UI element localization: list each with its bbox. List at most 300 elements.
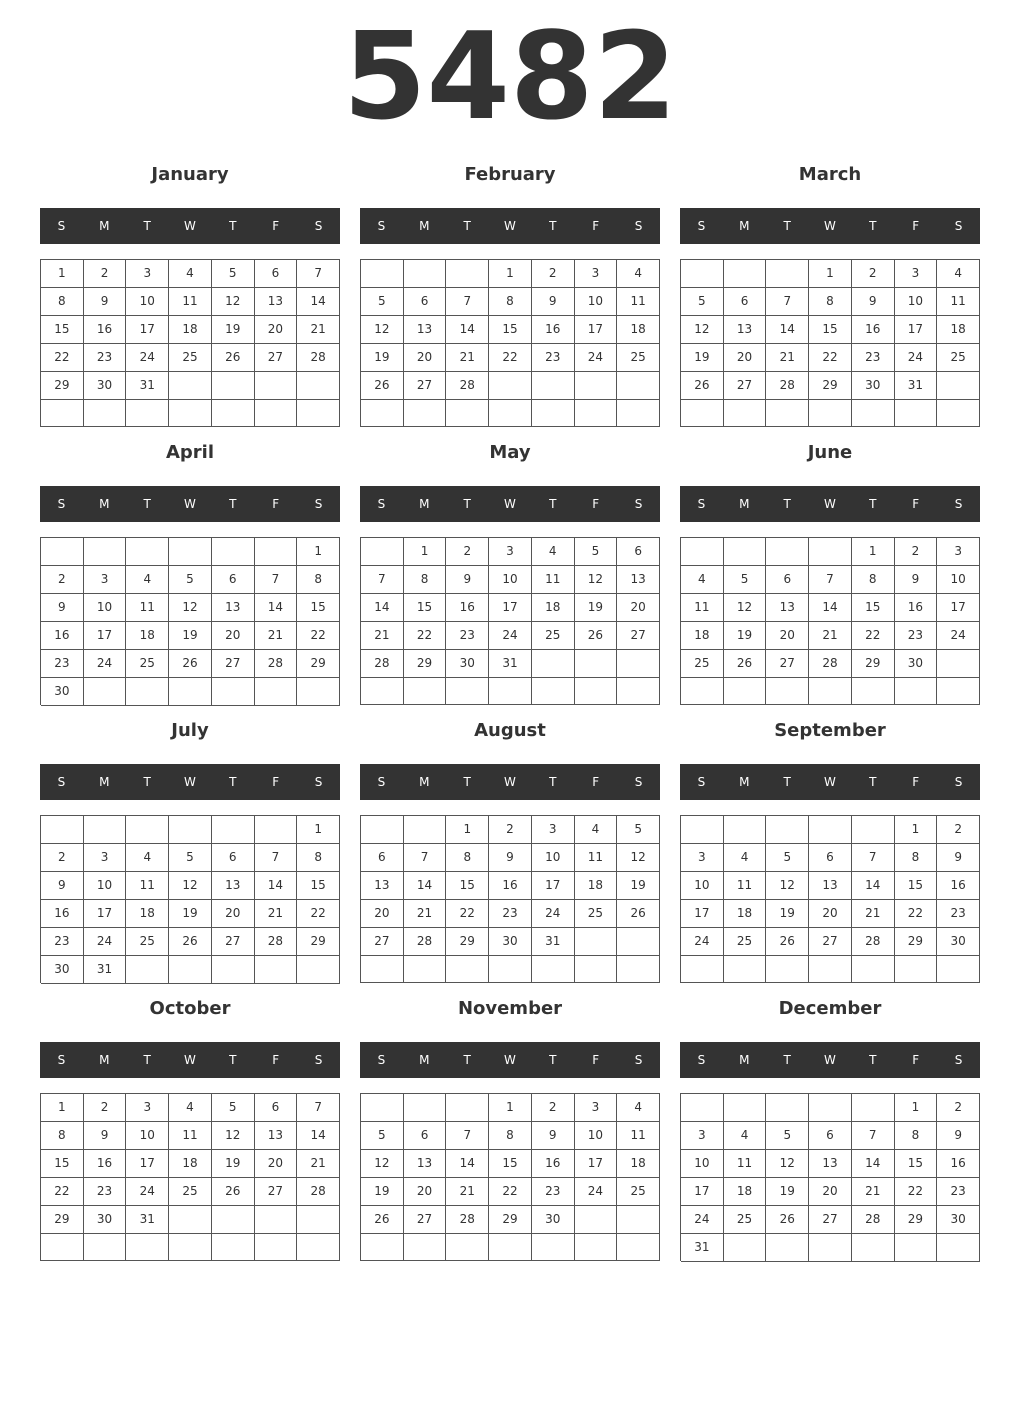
weekday-label: S: [697, 1053, 706, 1067]
empty-day-cell: [169, 678, 212, 706]
day-cell: 2: [937, 816, 980, 844]
day-cell: 27: [766, 650, 809, 678]
day-cell: 31: [126, 1206, 169, 1234]
day-cell: 4: [724, 1122, 767, 1150]
day-cell: 1: [446, 816, 489, 844]
weekday-label: W: [824, 1053, 836, 1067]
day-cell: 27: [724, 372, 767, 400]
weekday-label: T: [549, 497, 557, 511]
empty-day-cell: [532, 956, 575, 983]
day-cell: 21: [852, 1178, 895, 1206]
empty-day-cell: [361, 956, 404, 983]
weekday-label: S: [314, 497, 323, 511]
month-name: May: [489, 442, 531, 463]
day-cell: 5: [361, 288, 404, 316]
empty-day-cell: [361, 1094, 404, 1122]
day-cell: 19: [212, 1150, 255, 1178]
day-cell: 21: [852, 900, 895, 928]
weekday-label: S: [314, 775, 323, 789]
day-cell: 6: [255, 260, 298, 288]
day-cell: 9: [41, 594, 84, 622]
day-cell: 20: [255, 316, 298, 344]
empty-day-cell: [937, 372, 980, 400]
day-cell: 17: [681, 900, 724, 928]
day-cell: 13: [766, 594, 809, 622]
day-cell: 29: [41, 372, 84, 400]
empty-day-cell: [575, 928, 618, 956]
day-cell: 1: [489, 1094, 532, 1122]
empty-day-cell: [809, 816, 852, 844]
day-cell: 20: [617, 594, 660, 622]
day-cell: 25: [681, 650, 724, 678]
day-cell: 8: [489, 288, 532, 316]
weekday-label: T: [869, 219, 877, 233]
weekday-header: [360, 1042, 660, 1078]
day-cell: 28: [297, 1178, 340, 1206]
weekday-label: S: [314, 219, 323, 233]
day-cell: 4: [681, 566, 724, 594]
day-cell: 16: [84, 1150, 127, 1178]
day-cell: 13: [809, 872, 852, 900]
day-cell: 1: [297, 816, 340, 844]
weekday-label: S: [954, 1053, 963, 1067]
day-cell: 1: [809, 260, 852, 288]
day-cell: 7: [255, 844, 298, 872]
weekday-header: [360, 208, 660, 244]
day-cell: 23: [41, 650, 84, 678]
weekday-label: W: [184, 497, 196, 511]
day-cell: 21: [446, 344, 489, 372]
weekday-label: W: [824, 775, 836, 789]
day-cell: 13: [212, 594, 255, 622]
empty-day-cell: [404, 400, 447, 427]
empty-day-cell: [126, 400, 169, 427]
day-cell: 27: [809, 928, 852, 956]
day-cell: 31: [532, 928, 575, 956]
day-cell: 24: [532, 900, 575, 928]
empty-day-cell: [212, 538, 255, 566]
empty-day-cell: [766, 400, 809, 427]
empty-day-cell: [681, 400, 724, 427]
empty-day-cell: [809, 1234, 852, 1262]
day-cell: 28: [255, 650, 298, 678]
weekday-label: T: [229, 497, 237, 511]
day-cell: 30: [84, 1206, 127, 1234]
day-cell: 22: [41, 1178, 84, 1206]
empty-day-cell: [446, 956, 489, 983]
day-cell: 29: [809, 372, 852, 400]
day-cell: 20: [255, 1150, 298, 1178]
day-cell: 9: [446, 566, 489, 594]
day-cell: 3: [575, 260, 618, 288]
weekday-header: [680, 208, 980, 244]
day-cell: 3: [532, 816, 575, 844]
weekday-label: M: [99, 775, 110, 789]
day-cell: 18: [169, 316, 212, 344]
day-cell: 7: [809, 566, 852, 594]
day-cell: 29: [852, 650, 895, 678]
empty-day-cell: [575, 956, 618, 983]
day-cell: 14: [361, 594, 404, 622]
empty-day-cell: [532, 372, 575, 400]
weekday-label: S: [954, 219, 963, 233]
empty-day-cell: [532, 650, 575, 678]
day-cell: 29: [297, 928, 340, 956]
day-cell: 28: [255, 928, 298, 956]
day-cell: 26: [361, 1206, 404, 1234]
day-cell: 14: [852, 1150, 895, 1178]
day-cell: 15: [41, 1150, 84, 1178]
weekday-label: W: [184, 775, 196, 789]
weekday-label: T: [463, 497, 471, 511]
day-cell: 22: [297, 622, 340, 650]
empty-day-cell: [212, 1206, 255, 1234]
weekday-label: F: [912, 1053, 920, 1067]
day-cell: 26: [575, 622, 618, 650]
weekday-label: S: [634, 775, 643, 789]
month-name: April: [165, 442, 215, 463]
day-cell: 24: [895, 344, 938, 372]
day-cell: 20: [361, 900, 404, 928]
day-cell: 28: [446, 372, 489, 400]
empty-day-cell: [895, 956, 938, 983]
month-name: November: [457, 998, 563, 1019]
day-cell: 24: [937, 622, 980, 650]
empty-day-cell: [724, 956, 767, 983]
day-cell: 7: [297, 260, 340, 288]
empty-day-cell: [617, 400, 660, 427]
day-cell: 2: [41, 566, 84, 594]
day-cell: 26: [681, 372, 724, 400]
day-cell: 17: [937, 594, 980, 622]
day-cell: 16: [937, 1150, 980, 1178]
empty-day-cell: [446, 1094, 489, 1122]
day-cell: 11: [724, 872, 767, 900]
day-cell: 5: [169, 844, 212, 872]
day-cell: 2: [532, 260, 575, 288]
days-grid: [360, 537, 660, 705]
day-cell: 10: [681, 872, 724, 900]
weekday-label: M: [419, 497, 430, 511]
empty-day-cell: [681, 538, 724, 566]
day-cell: 19: [169, 622, 212, 650]
empty-day-cell: [852, 1094, 895, 1122]
empty-day-cell: [169, 816, 212, 844]
weekday-header: [40, 1042, 340, 1078]
day-cell: 27: [361, 928, 404, 956]
empty-day-cell: [404, 1234, 447, 1261]
day-cell: 1: [895, 816, 938, 844]
empty-day-cell: [404, 678, 447, 705]
day-cell: 6: [404, 288, 447, 316]
day-cell: 26: [724, 650, 767, 678]
empty-day-cell: [617, 928, 660, 956]
day-cell: 14: [255, 872, 298, 900]
empty-day-cell: [766, 538, 809, 566]
day-cell: 18: [937, 316, 980, 344]
day-cell: 13: [361, 872, 404, 900]
empty-day-cell: [575, 650, 618, 678]
day-cell: 14: [446, 1150, 489, 1178]
day-cell: 14: [809, 594, 852, 622]
day-cell: 11: [169, 288, 212, 316]
weekday-label: S: [57, 1053, 66, 1067]
day-cell: 18: [724, 900, 767, 928]
weekday-label: S: [377, 497, 386, 511]
day-cell: 8: [809, 288, 852, 316]
day-cell: 23: [41, 928, 84, 956]
day-cell: 15: [297, 872, 340, 900]
day-cell: 22: [297, 900, 340, 928]
empty-day-cell: [169, 538, 212, 566]
day-cell: 29: [446, 928, 489, 956]
day-cell: 29: [895, 1206, 938, 1234]
weekday-label: M: [419, 775, 430, 789]
month-name: December: [778, 998, 882, 1019]
weekday-label: S: [634, 497, 643, 511]
empty-day-cell: [809, 400, 852, 427]
weekday-label: F: [912, 497, 920, 511]
weekday-label: F: [272, 219, 280, 233]
empty-day-cell: [212, 372, 255, 400]
days-grid: [680, 815, 980, 983]
empty-day-cell: [41, 538, 84, 566]
empty-day-cell: [361, 1234, 404, 1261]
day-cell: 9: [937, 1122, 980, 1150]
day-cell: 26: [617, 900, 660, 928]
day-cell: 6: [404, 1122, 447, 1150]
weekday-label: F: [272, 497, 280, 511]
day-cell: 3: [681, 844, 724, 872]
day-cell: 21: [404, 900, 447, 928]
day-cell: 22: [895, 1178, 938, 1206]
day-cell: 27: [255, 1178, 298, 1206]
empty-day-cell: [212, 400, 255, 427]
weekday-label: S: [57, 497, 66, 511]
empty-day-cell: [169, 1206, 212, 1234]
empty-day-cell: [404, 816, 447, 844]
day-cell: 16: [41, 622, 84, 650]
day-cell: 24: [84, 650, 127, 678]
day-cell: 9: [532, 1122, 575, 1150]
empty-day-cell: [84, 400, 127, 427]
day-cell: 7: [255, 566, 298, 594]
day-cell: 23: [489, 900, 532, 928]
weekday-label: T: [783, 1053, 791, 1067]
day-cell: 20: [404, 1178, 447, 1206]
day-cell: 10: [84, 594, 127, 622]
empty-day-cell: [809, 956, 852, 983]
day-cell: 6: [766, 566, 809, 594]
empty-day-cell: [852, 678, 895, 705]
weekday-label: F: [592, 219, 600, 233]
day-cell: 7: [766, 288, 809, 316]
day-cell: 6: [724, 288, 767, 316]
day-cell: 7: [297, 1094, 340, 1122]
weekday-header: [680, 1042, 980, 1078]
day-cell: 12: [681, 316, 724, 344]
day-cell: 23: [937, 1178, 980, 1206]
day-cell: 8: [41, 1122, 84, 1150]
day-cell: 17: [532, 872, 575, 900]
day-cell: 23: [446, 622, 489, 650]
weekday-label: M: [419, 219, 430, 233]
empty-day-cell: [489, 956, 532, 983]
days-grid: [680, 1093, 980, 1261]
month-name: August: [474, 720, 546, 741]
day-cell: 18: [126, 900, 169, 928]
empty-day-cell: [361, 678, 404, 705]
days-grid: [40, 537, 340, 705]
day-cell: 26: [169, 928, 212, 956]
empty-day-cell: [681, 260, 724, 288]
day-cell: 20: [809, 1178, 852, 1206]
empty-day-cell: [937, 1234, 980, 1262]
day-cell: 5: [169, 566, 212, 594]
day-cell: 11: [126, 594, 169, 622]
empty-day-cell: [809, 678, 852, 705]
weekday-label: M: [99, 1053, 110, 1067]
day-cell: 15: [809, 316, 852, 344]
empty-day-cell: [255, 372, 298, 400]
day-cell: 4: [617, 1094, 660, 1122]
day-cell: 18: [681, 622, 724, 650]
day-cell: 12: [212, 288, 255, 316]
weekday-label: M: [99, 219, 110, 233]
day-cell: 20: [724, 344, 767, 372]
weekday-label: F: [272, 1053, 280, 1067]
day-cell: 3: [681, 1122, 724, 1150]
day-cell: 24: [575, 1178, 618, 1206]
empty-day-cell: [169, 372, 212, 400]
day-cell: 5: [724, 566, 767, 594]
day-cell: 31: [681, 1234, 724, 1262]
day-cell: 4: [169, 260, 212, 288]
weekday-label: T: [229, 775, 237, 789]
days-grid: [40, 815, 340, 983]
day-cell: 15: [489, 316, 532, 344]
empty-day-cell: [852, 1234, 895, 1262]
day-cell: 25: [617, 1178, 660, 1206]
day-cell: 29: [297, 650, 340, 678]
empty-day-cell: [809, 1094, 852, 1122]
day-cell: 15: [489, 1150, 532, 1178]
day-cell: 1: [41, 1094, 84, 1122]
day-cell: 5: [575, 538, 618, 566]
day-cell: 24: [489, 622, 532, 650]
day-cell: 13: [255, 288, 298, 316]
weekday-label: S: [634, 1053, 643, 1067]
day-cell: 6: [809, 1122, 852, 1150]
day-cell: 4: [169, 1094, 212, 1122]
day-cell: 8: [852, 566, 895, 594]
day-cell: 14: [297, 288, 340, 316]
day-cell: 11: [532, 566, 575, 594]
day-cell: 27: [809, 1206, 852, 1234]
day-cell: 22: [446, 900, 489, 928]
weekday-label: S: [377, 1053, 386, 1067]
empty-day-cell: [766, 260, 809, 288]
day-cell: 11: [126, 872, 169, 900]
empty-day-cell: [852, 956, 895, 983]
day-cell: 19: [617, 872, 660, 900]
weekday-label: T: [229, 1053, 237, 1067]
empty-day-cell: [212, 678, 255, 706]
month-name: February: [464, 164, 556, 185]
day-cell: 30: [937, 1206, 980, 1234]
day-cell: 16: [84, 316, 127, 344]
day-cell: 1: [895, 1094, 938, 1122]
empty-day-cell: [255, 1206, 298, 1234]
day-cell: 13: [617, 566, 660, 594]
day-cell: 26: [766, 1206, 809, 1234]
day-cell: 14: [446, 316, 489, 344]
days-grid: [360, 1093, 660, 1261]
day-cell: 9: [489, 844, 532, 872]
day-cell: 3: [126, 260, 169, 288]
day-cell: 10: [84, 872, 127, 900]
day-cell: 9: [895, 566, 938, 594]
day-cell: 27: [212, 650, 255, 678]
weekday-label: S: [377, 219, 386, 233]
day-cell: 26: [212, 1178, 255, 1206]
day-cell: 12: [766, 872, 809, 900]
day-cell: 25: [126, 650, 169, 678]
month-name: June: [807, 442, 853, 463]
day-cell: 25: [169, 344, 212, 372]
weekday-label: S: [697, 497, 706, 511]
weekday-label: S: [57, 219, 66, 233]
empty-day-cell: [766, 1234, 809, 1262]
empty-day-cell: [169, 1234, 212, 1261]
weekday-label: F: [592, 1053, 600, 1067]
day-cell: 19: [361, 344, 404, 372]
weekday-label: T: [549, 219, 557, 233]
empty-day-cell: [297, 956, 340, 984]
days-grid: [680, 259, 980, 427]
day-cell: 13: [404, 316, 447, 344]
weekday-label: T: [869, 775, 877, 789]
empty-day-cell: [617, 650, 660, 678]
day-cell: 8: [404, 566, 447, 594]
weekday-label: F: [272, 775, 280, 789]
day-cell: 20: [212, 900, 255, 928]
day-cell: 5: [212, 1094, 255, 1122]
empty-day-cell: [255, 678, 298, 706]
day-cell: 2: [84, 260, 127, 288]
day-cell: 16: [41, 900, 84, 928]
day-cell: 17: [489, 594, 532, 622]
day-cell: 24: [126, 1178, 169, 1206]
weekday-header: [680, 486, 980, 522]
day-cell: 22: [852, 622, 895, 650]
day-cell: 21: [361, 622, 404, 650]
day-cell: 26: [766, 928, 809, 956]
weekday-label: T: [783, 497, 791, 511]
day-cell: 16: [532, 316, 575, 344]
empty-day-cell: [532, 678, 575, 705]
day-cell: 22: [41, 344, 84, 372]
empty-day-cell: [489, 400, 532, 427]
day-cell: 12: [724, 594, 767, 622]
day-cell: 9: [852, 288, 895, 316]
days-grid: [680, 537, 980, 705]
day-cell: 10: [126, 288, 169, 316]
empty-day-cell: [361, 538, 404, 566]
empty-day-cell: [212, 1234, 255, 1261]
empty-day-cell: [895, 400, 938, 427]
day-cell: 4: [937, 260, 980, 288]
